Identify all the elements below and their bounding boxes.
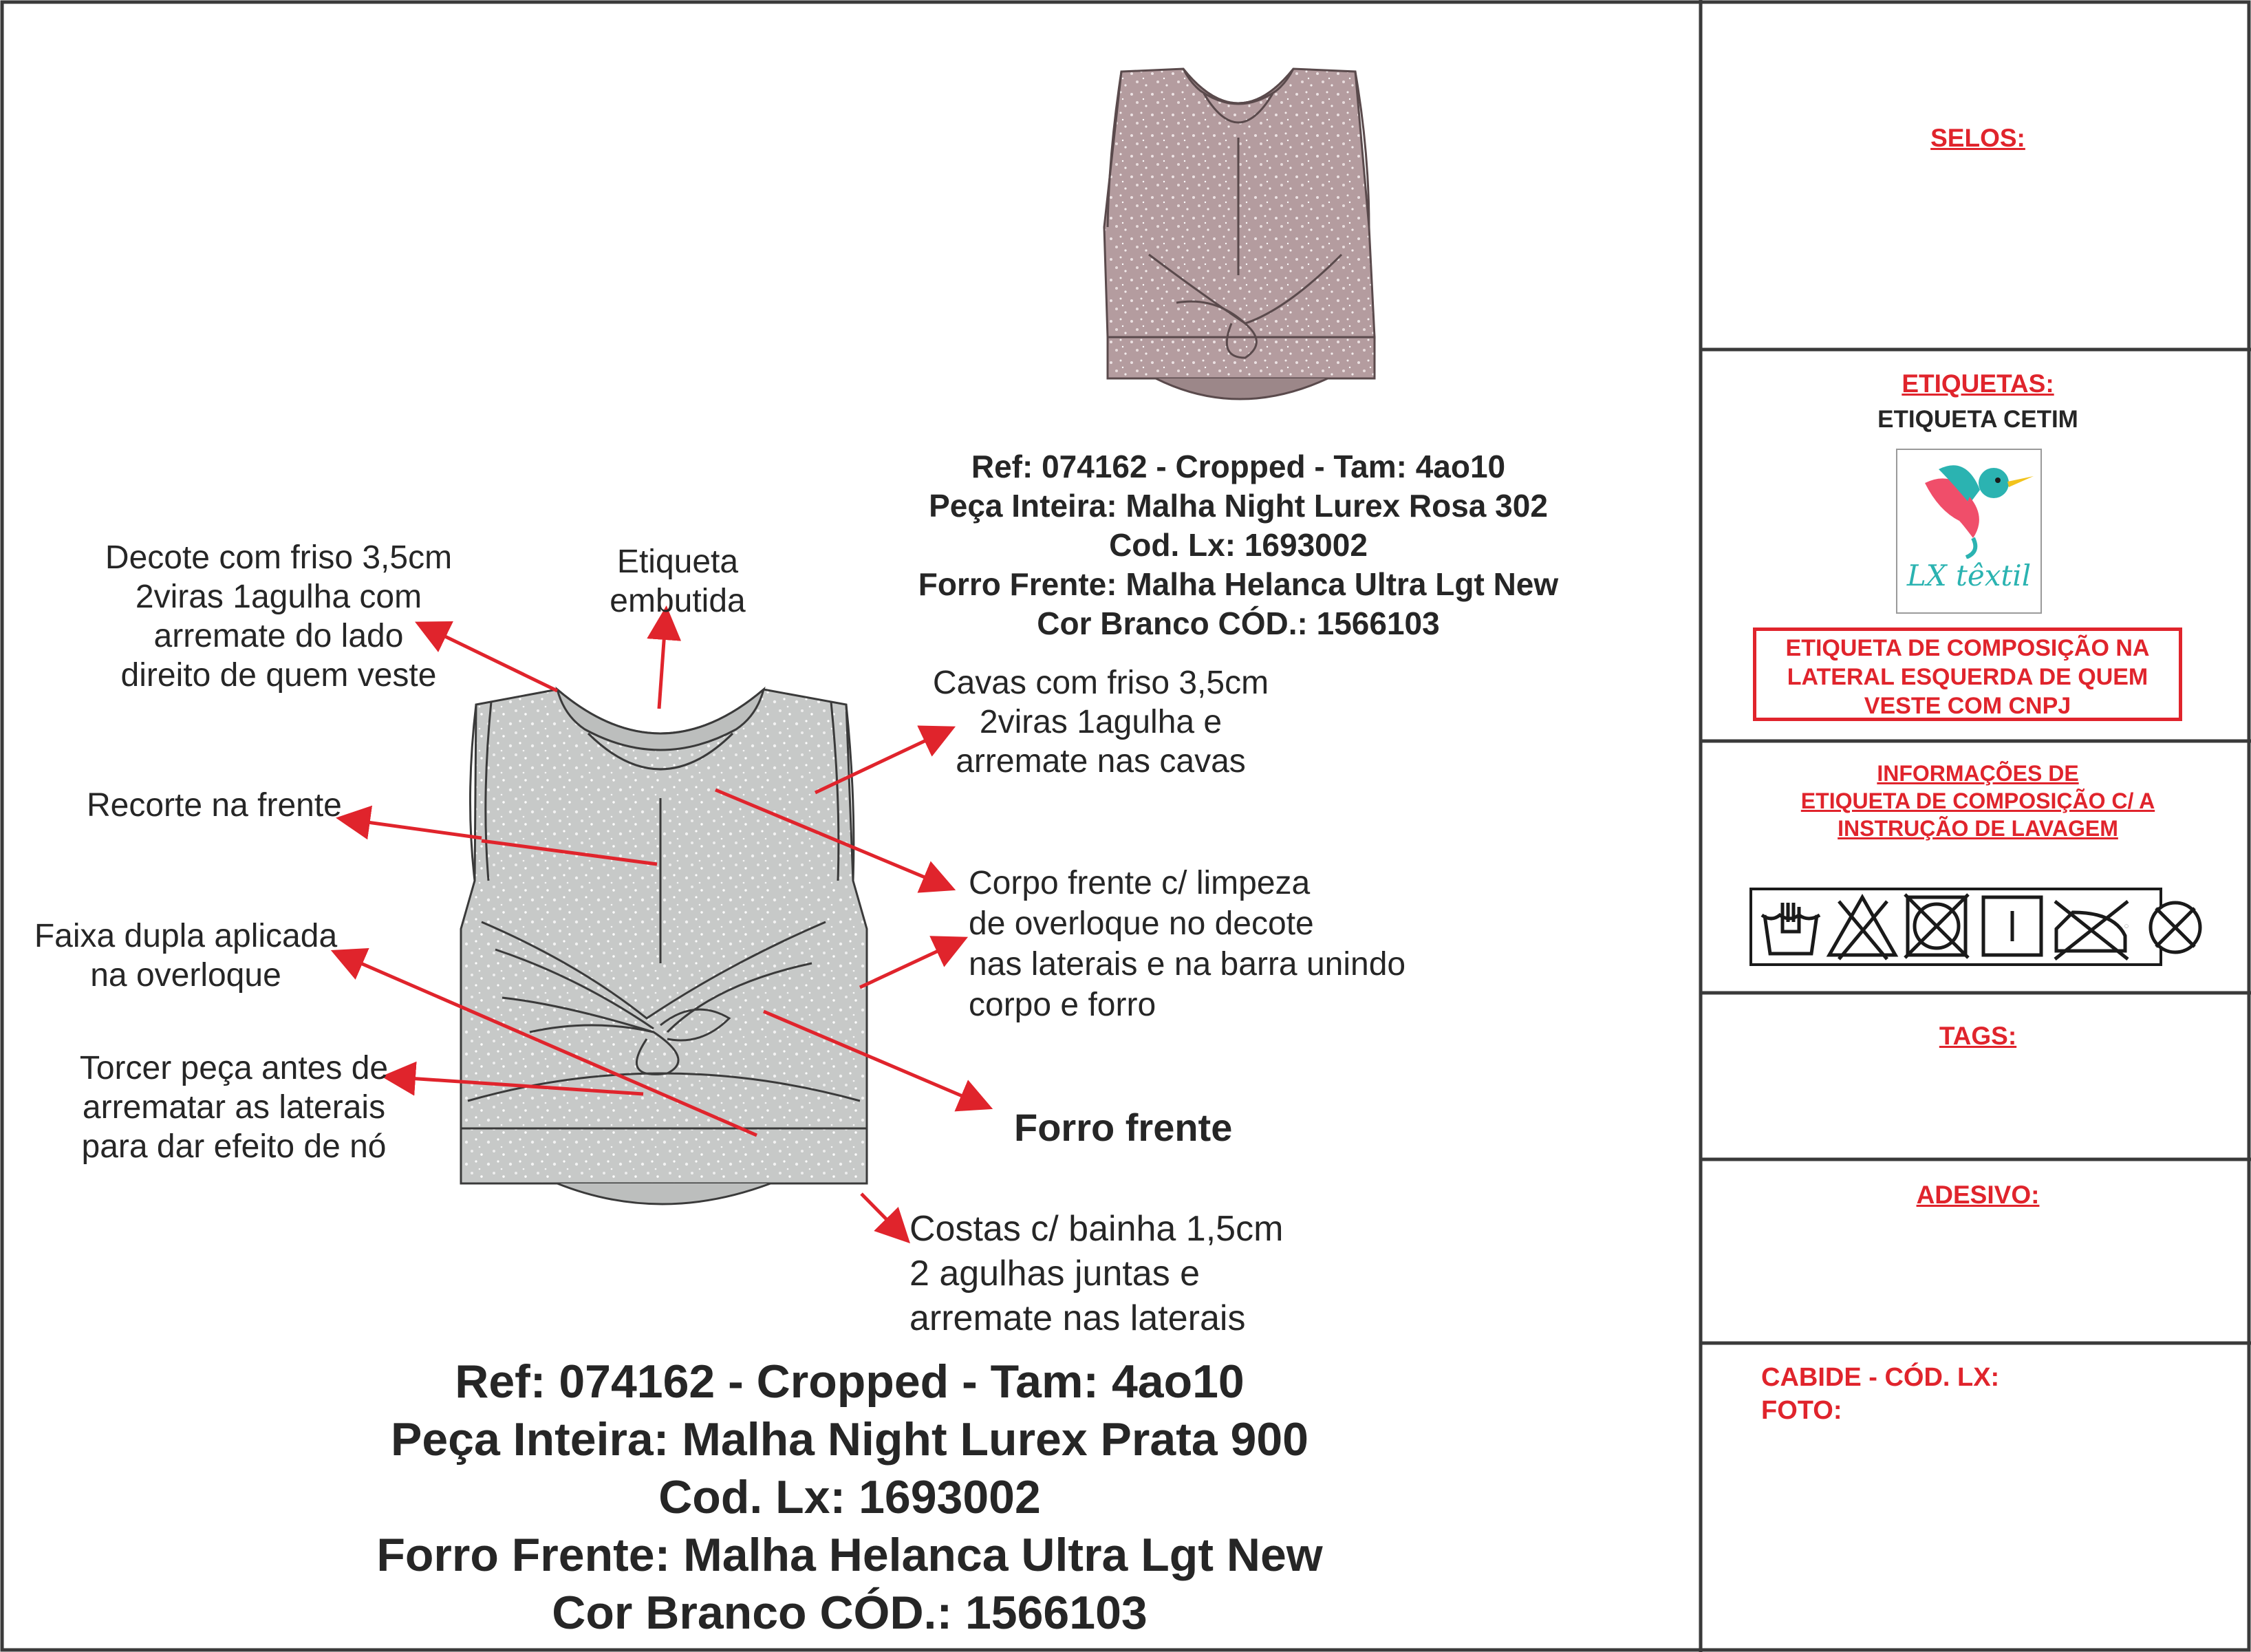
annotation-line: para dar efeito de nó xyxy=(81,1128,387,1165)
annotation-line: de overloque no decote xyxy=(969,905,1314,942)
annotation-costas xyxy=(909,1207,1283,1341)
composicao-line: VESTE COM CNPJ xyxy=(1864,693,2071,719)
rose-ref-line: Peça Inteira: Malha Night Lurex Rosa 302 xyxy=(929,488,1548,524)
informacoes-line: INSTRUÇÃO DE LAVAGEM xyxy=(1838,816,2118,841)
informacoes-block xyxy=(1705,760,2251,842)
annotation-line: nas laterais e na barra unindo xyxy=(969,946,1406,983)
annotation-forro: Forro frente xyxy=(1014,1106,1233,1149)
annotation-line: 2 agulhas juntas e xyxy=(909,1254,1200,1294)
annotation-line: Decote com friso 3,5cm xyxy=(105,539,453,576)
silver-ref-line: Cor Branco CÓD.: 1566103 xyxy=(552,1587,1148,1639)
etiqueta-cetim-label: ETIQUETA CETIM xyxy=(1877,406,2078,433)
annotation-line: na overloque xyxy=(90,957,281,994)
annotation-cavas xyxy=(915,663,1286,781)
rose-ref-line: Forro Frente: Malha Helanca Ultra Lgt New xyxy=(918,566,1559,602)
annotation-line: arremate do lado xyxy=(153,618,404,654)
foto-label: FOTO: xyxy=(1761,1396,1842,1425)
annotation-faixa xyxy=(21,916,351,995)
annotation-line: arrematar as laterais xyxy=(82,1089,386,1126)
annotation-line: Cavas com friso 3,5cm xyxy=(932,665,1269,701)
rose-ref-line: Cor Branco CÓD.: 1566103 xyxy=(1037,605,1440,641)
annotation-etiqueta xyxy=(592,542,764,621)
annotation-line: 2viras 1agulha com xyxy=(135,579,422,615)
annotation-line: direito de quem veste xyxy=(120,657,437,694)
annotation-line: 2viras 1agulha e xyxy=(979,704,1223,740)
informacoes-line: INFORMAÇÕES DE xyxy=(1877,761,2079,786)
hummingbird-icon xyxy=(1897,455,2040,559)
silver-ref-line: Ref: 074162 - Cropped - Tam: 4ao10 xyxy=(455,1355,1245,1408)
annotation-line: Faixa dupla aplicada xyxy=(34,918,338,954)
selos-title: SELOS: xyxy=(1930,124,2025,152)
annotation-line: Costas c/ bainha 1,5cm xyxy=(909,1209,1284,1249)
logo-text: LX têxtil xyxy=(1906,559,2032,592)
annotation-line: Corpo frente c/ limpeza xyxy=(969,865,1311,901)
cabide-label: CABIDE - CÓD. LX: xyxy=(1761,1363,2000,1392)
annotation-line: corpo e forro xyxy=(969,987,1156,1023)
annotation-line: arremate nas laterais xyxy=(909,1298,1246,1338)
do-not-tumble-dry-icon xyxy=(1905,894,1968,958)
adesivo-title: ADESIVO: xyxy=(1916,1181,2040,1209)
cabide-block xyxy=(1761,1361,1999,1427)
annotation-corpo xyxy=(969,863,1405,1025)
composicao-line: ETIQUETA DE COMPOSIÇÃO NA xyxy=(1785,635,2150,661)
do-not-dry-clean-symbol xyxy=(2142,894,2208,961)
rose-ref-line: Cod. Lx: 1693002 xyxy=(1109,527,1368,563)
informacoes-line: ETIQUETA DE COMPOSIÇÃO C/ A xyxy=(1800,789,2155,813)
silver-ref-line: Forro Frente: Malha Helanca Ultra Lgt New xyxy=(376,1529,1323,1581)
silver-ref-line: Cod. Lx: 1693002 xyxy=(658,1471,1041,1523)
annotation-recorte xyxy=(87,786,342,825)
silver-ref-line: Peça Inteira: Malha Night Lurex Prata 900 xyxy=(390,1413,1309,1466)
annotation-line: Recorte na frente xyxy=(87,787,342,824)
annotation-line: embutida xyxy=(610,583,746,619)
annotation-decote xyxy=(83,538,475,695)
annotation-line: arremate nas cavas xyxy=(956,743,1246,780)
lx-textil-logo xyxy=(1896,449,2042,614)
composicao-line: LATERAL ESQUERDA DE QUEM xyxy=(1787,664,2148,690)
annotation-line: Torcer peça antes de xyxy=(79,1050,389,1086)
annotation-line: Etiqueta xyxy=(616,544,739,580)
tags-title: TAGS: xyxy=(1939,1022,2017,1050)
annotation-torcer xyxy=(62,1049,406,1166)
rose-ref-line: Ref: 074162 - Cropped - Tam: 4ao10 xyxy=(971,449,1506,484)
etiquetas-title: ETIQUETAS: xyxy=(1902,369,2054,398)
care-symbols xyxy=(1749,888,2162,966)
composicao-box xyxy=(1753,627,2182,721)
silver-ref-block xyxy=(261,1353,1438,1642)
